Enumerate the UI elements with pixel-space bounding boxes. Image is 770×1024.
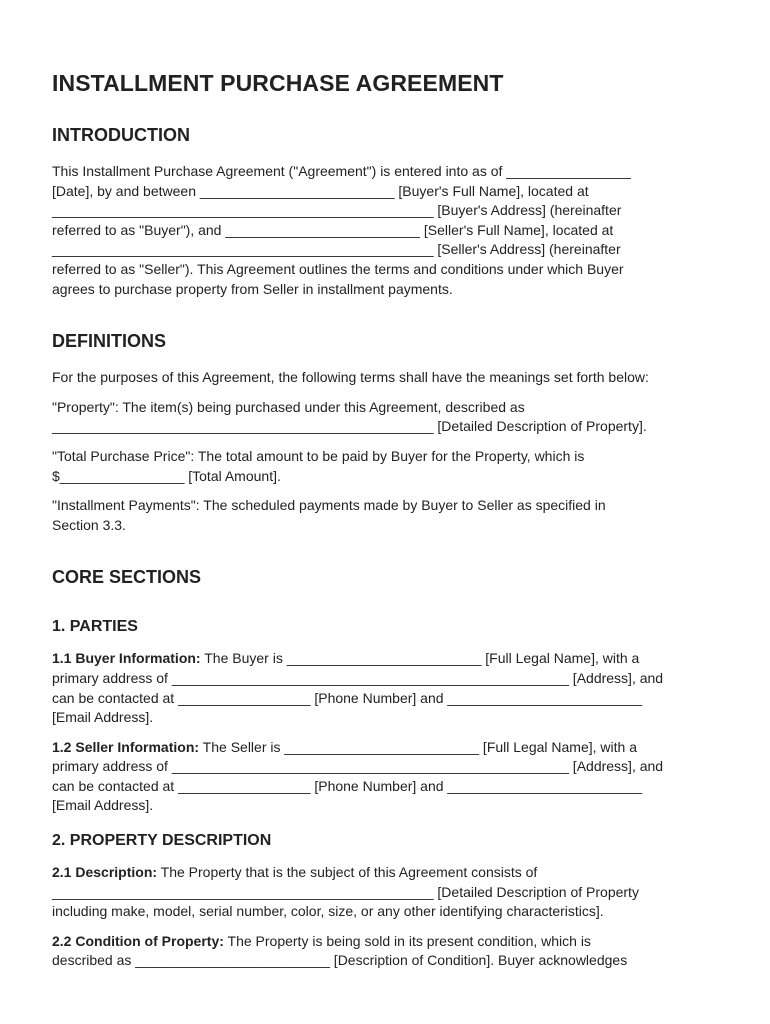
document-title: INSTALLMENT PURCHASE AGREEMENT: [52, 70, 504, 96]
definition-total-price: "Total Purchase Price": The total amount to be paid by Buyer for the Property, which is $________________ [Total Amount].: [52, 447, 585, 484]
introduction-heading: INTRODUCTION: [52, 125, 190, 145]
description-label: 2.1 Description:: [52, 864, 158, 881]
parties-heading: 1. PARTIES: [52, 618, 138, 636]
description-paragraph: [52, 863, 718, 922]
seller-information-text: The Seller is _________________________ [Full Legal Name], with a primary address of ___________________________________________________ [Address], and can be contacted at _________________ [Phone Number] and _________________________ [Email Address].: [52, 738, 664, 814]
definition-property: "Property": The item(s) being purchased under this Agreement, described as _________________________________________________ [Detailed Description of Property].: [52, 398, 647, 435]
seller-information-label: 1.2 Seller Information:: [52, 738, 200, 755]
condition-label: 2.2 Condition of Property:: [52, 932, 224, 949]
buyer-information-text: The Buyer is _________________________ [Full Legal Name], with a primary address of ___________________________________________________ [Address], and can be contacted at _________________ [Phone Number] and _________________________ [Email Address].: [52, 650, 664, 726]
buyer-information-paragraph: [52, 649, 718, 727]
core-sections-heading: CORE SECTIONS: [52, 567, 202, 588]
introduction-paragraph: This Installment Purchase Agreement ("Agreement") is entered into as of ________________ [Date], by and between _________________________ [Buyer's Full Name], located at _________________________________________________ [Buyer's Address] (hereinafter referred to as "Buyer"), and _________________________ [Seller's Full Name], located at _________________________________________________ [Seller's Address] (hereinafter referred to as "Seller"). This Agreement outlines the terms and conditions under which Buyer agrees to purchase property from Seller in installment payments.: [52, 163, 631, 297]
seller-information-paragraph: [52, 738, 718, 816]
property-description-heading: 2. PROPERTY DESCRIPTION: [52, 832, 272, 850]
definitions-heading: DEFINITIONS: [52, 331, 167, 352]
condition-text: The Property is being sold in its present condition, which is described as _________________________ [Description of Condition]. Buyer acknowledges: [52, 932, 628, 969]
condition-paragraph: [52, 932, 718, 971]
description-text: The Property that is the subject of this Agreement consists of _________________________________________________ [Detailed Description of Property including make, model, serial number, color, size, or any other identifying characteristics].: [52, 864, 639, 920]
definition-installment-payments: "Installment Payments": The scheduled payments made by Buyer to Seller as specified in Section 3.3.: [52, 497, 606, 533]
definitions-intro: For the purposes of this Agreement, the following terms shall have the meanings set forth below:: [52, 369, 649, 386]
buyer-information-label: 1.1 Buyer Information:: [52, 650, 201, 667]
